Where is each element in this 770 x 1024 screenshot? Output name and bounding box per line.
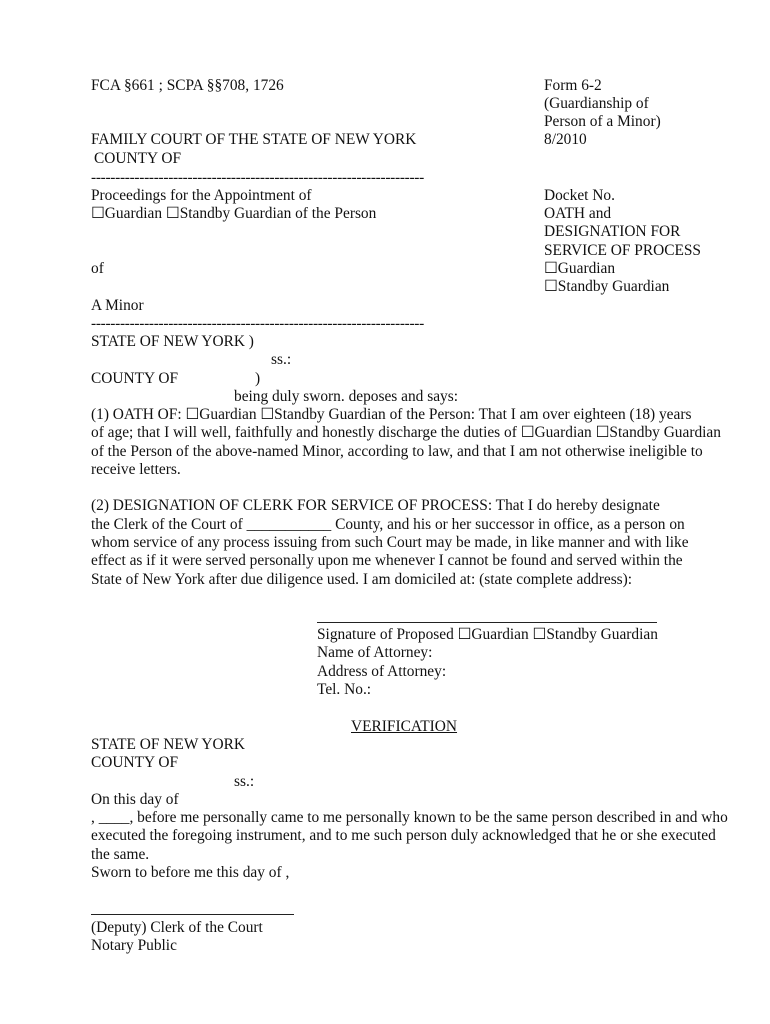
venue-county-paren: )	[255, 370, 261, 387]
verification-ss: ss.:	[234, 773, 255, 790]
on-this-day-label: On this day of	[91, 791, 179, 808]
oath-line-1: (1) OATH OF: ☐Guardian ☐Standby Guardian of the Person: That I am over eighteen (18) years	[91, 406, 692, 423]
minor-label: A Minor	[91, 297, 144, 314]
verification-line-3: the same.	[91, 846, 150, 863]
caption-divider-top: ---------------------------------------------------------------------	[91, 169, 424, 186]
verification-title: VERIFICATION	[351, 718, 458, 735]
document-title-line-1: OATH and	[544, 205, 612, 222]
signature-label: Signature of Proposed ☐Guardian ☐Standby Guardian	[317, 626, 658, 643]
telephone-label: Tel. No.:	[317, 681, 372, 698]
guardian-checkbox[interactable]: ☐Guardian	[544, 260, 616, 277]
verification-state: STATE OF NEW YORK	[91, 736, 245, 753]
document-title-line-3: SERVICE OF PROCESS	[544, 242, 701, 259]
verification-county: COUNTY OF	[91, 754, 179, 771]
oath-line-3: of the Person of the above-named Minor, according to law, and that I am not otherwise ineligible to	[91, 443, 703, 460]
form-description-line-2: Person of a Minor)	[544, 113, 661, 130]
verification-line-2: executed the foregoing instrument, and to me such person duly acknowledged that he or she executed	[91, 827, 716, 844]
notary-label: Notary Public	[91, 937, 177, 954]
venue-ss: ss.:	[271, 351, 292, 368]
designation-line-5: State of New York after due diligence used. I am domiciled at: (state complete address):	[91, 571, 633, 588]
guardian-type-options[interactable]: ☐Guardian ☐Standby Guardian of the Person	[91, 205, 377, 222]
verification-line-1: , ____, before me personally came to me personally known to be the same person described in and who	[91, 809, 728, 826]
caption-divider-bottom: ---------------------------------------------------------------------	[91, 315, 424, 332]
attorney-address-label: Address of Attorney:	[317, 663, 447, 680]
document-title-line-2: DESIGNATION FOR	[544, 223, 681, 240]
form-description-line-1: (Guardianship of	[544, 95, 649, 112]
form-number: Form 6-2	[544, 77, 602, 94]
sworn-before-me: Sworn to before me this day of ,	[91, 864, 290, 881]
court-county: COUNTY OF	[94, 150, 182, 167]
oath-line-2: of age; that I will well, faithfully and honestly discharge the duties of ☐Guardian ☐Standby Guardian	[91, 424, 721, 441]
court-name: FAMILY COURT OF THE STATE OF NEW YORK	[91, 131, 417, 148]
designation-line-1: (2) DESIGNATION OF CLERK FOR SERVICE OF PROCESS: That I do hereby designate	[91, 497, 660, 514]
docket-number-label: Docket No.	[544, 187, 615, 204]
statute-citation: FCA §661 ; SCPA §§708, 1726	[91, 77, 284, 94]
of-label: of	[91, 260, 104, 277]
designation-line-4: effect as if it were served personally upon me whenever I cannot be found and served within the	[91, 552, 683, 569]
designation-line-3: whom service of any process issuing from such Court may be made, in like manner and with like	[91, 534, 689, 551]
venue-county: COUNTY OF	[91, 370, 179, 387]
standby-guardian-checkbox[interactable]: ☐Standby Guardian	[544, 278, 670, 295]
signature-line[interactable]	[317, 622, 657, 623]
oath-line-4: receive letters.	[91, 461, 181, 478]
designation-line-2: the Clerk of the Court of ___________ County, and his or her successor in office, as a person on	[91, 516, 685, 533]
deposition-statement: being duly sworn. deposes and says:	[234, 388, 458, 405]
attorney-name-label: Name of Attorney:	[317, 644, 433, 661]
clerk-label: (Deputy) Clerk of the Court	[91, 919, 263, 936]
proceedings-label: Proceedings for the Appointment of	[91, 187, 312, 204]
venue-state: STATE OF NEW YORK )	[91, 333, 254, 350]
form-date: 8/2010	[544, 131, 587, 148]
clerk-signature-line[interactable]	[91, 914, 294, 915]
